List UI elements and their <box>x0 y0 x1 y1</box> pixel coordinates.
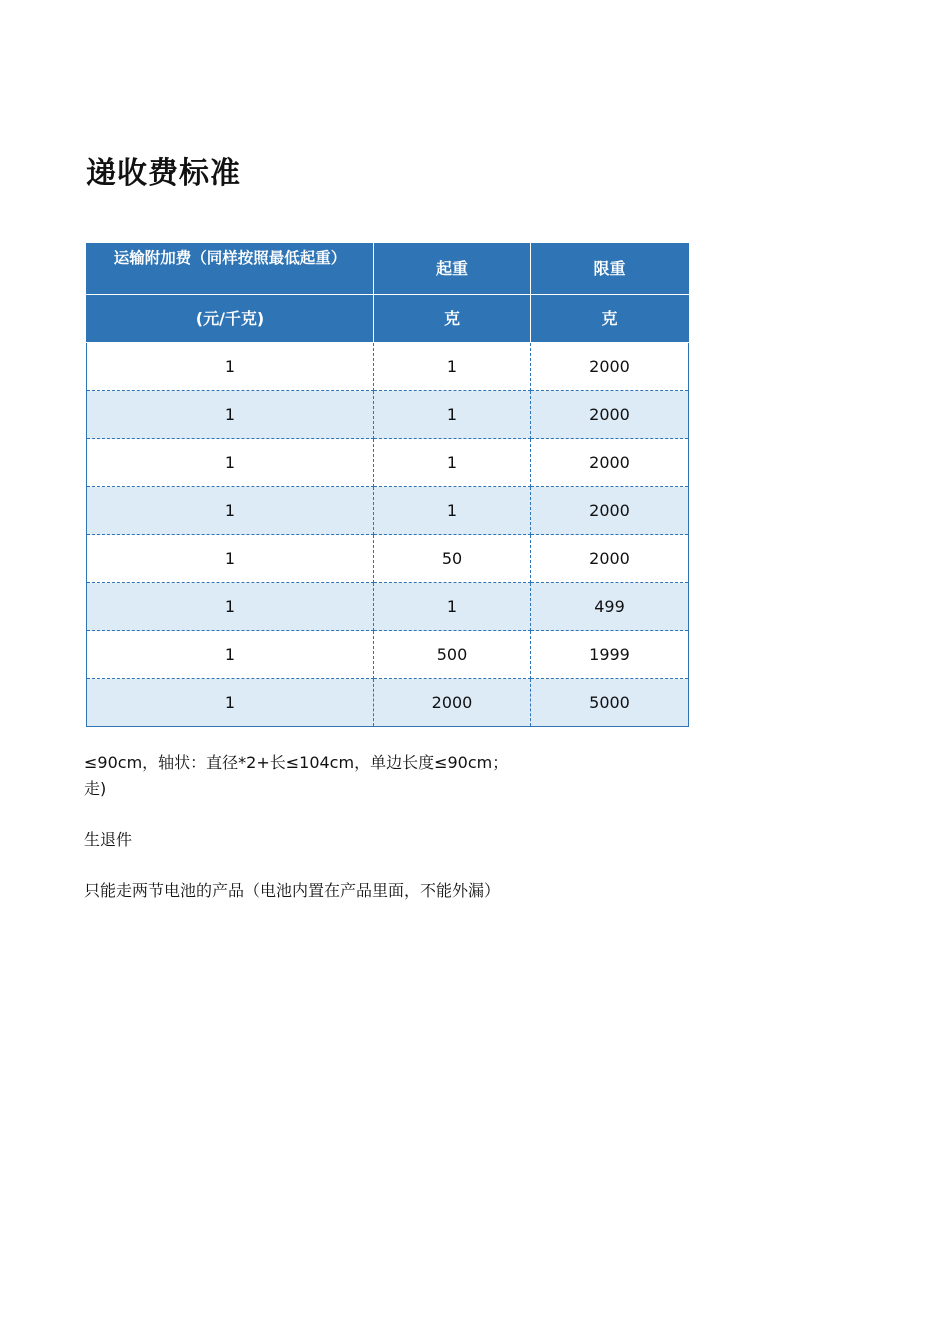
header-min-weight: 起重 <box>374 244 531 295</box>
table-row <box>87 631 689 679</box>
cell-min-weight: 1 <box>374 439 531 487</box>
table-row <box>87 679 689 727</box>
unit-max-weight: 克 <box>531 295 689 343</box>
cell-min-weight: 1 <box>374 343 531 391</box>
cell-min-weight: 1 <box>374 583 531 631</box>
cell-surcharge: 1 <box>87 343 374 391</box>
table-header-row <box>87 244 689 295</box>
cell-max-weight: 2000 <box>531 391 689 439</box>
cell-max-weight: 2000 <box>531 535 689 583</box>
cell-surcharge: 1 <box>87 583 374 631</box>
unit-min-weight: 克 <box>374 295 531 343</box>
cell-surcharge: 1 <box>87 631 374 679</box>
unit-surcharge: (元/千克) <box>87 295 374 343</box>
note-size-limit: ≤90cm，轴状：直径*2+长≤104cm，单边长度≤90cm； <box>84 753 509 772</box>
fee-table <box>86 243 689 727</box>
cell-surcharge: 1 <box>87 439 374 487</box>
table-unit-row <box>87 295 689 343</box>
cell-surcharge: 1 <box>87 391 374 439</box>
header-surcharge: 运输附加费（同样按照最低起重） <box>87 244 374 295</box>
page-title: 递收费标准 <box>86 156 241 191</box>
table-row <box>87 343 689 391</box>
note-route: 走) <box>84 779 107 798</box>
table-row <box>87 487 689 535</box>
header-max-weight: 限重 <box>531 244 689 295</box>
cell-min-weight: 1 <box>374 487 531 535</box>
note-battery: 只能走两节电池的产品（电池内置在产品里面，不能外漏） <box>84 881 501 900</box>
note-return: 生退件 <box>84 830 133 849</box>
cell-min-weight: 500 <box>374 631 531 679</box>
cell-surcharge: 1 <box>87 535 374 583</box>
table-row <box>87 391 689 439</box>
table-row <box>87 439 689 487</box>
table-row <box>87 583 689 631</box>
cell-max-weight: 1999 <box>531 631 689 679</box>
cell-max-weight: 2000 <box>531 487 689 535</box>
cell-max-weight: 5000 <box>531 679 689 727</box>
cell-max-weight: 2000 <box>531 343 689 391</box>
cell-surcharge: 1 <box>87 679 374 727</box>
cell-min-weight: 50 <box>374 535 531 583</box>
cell-min-weight: 2000 <box>374 679 531 727</box>
cell-max-weight: 2000 <box>531 439 689 487</box>
cell-max-weight: 499 <box>531 583 689 631</box>
table-row <box>87 535 689 583</box>
cell-surcharge: 1 <box>87 487 374 535</box>
cell-min-weight: 1 <box>374 391 531 439</box>
